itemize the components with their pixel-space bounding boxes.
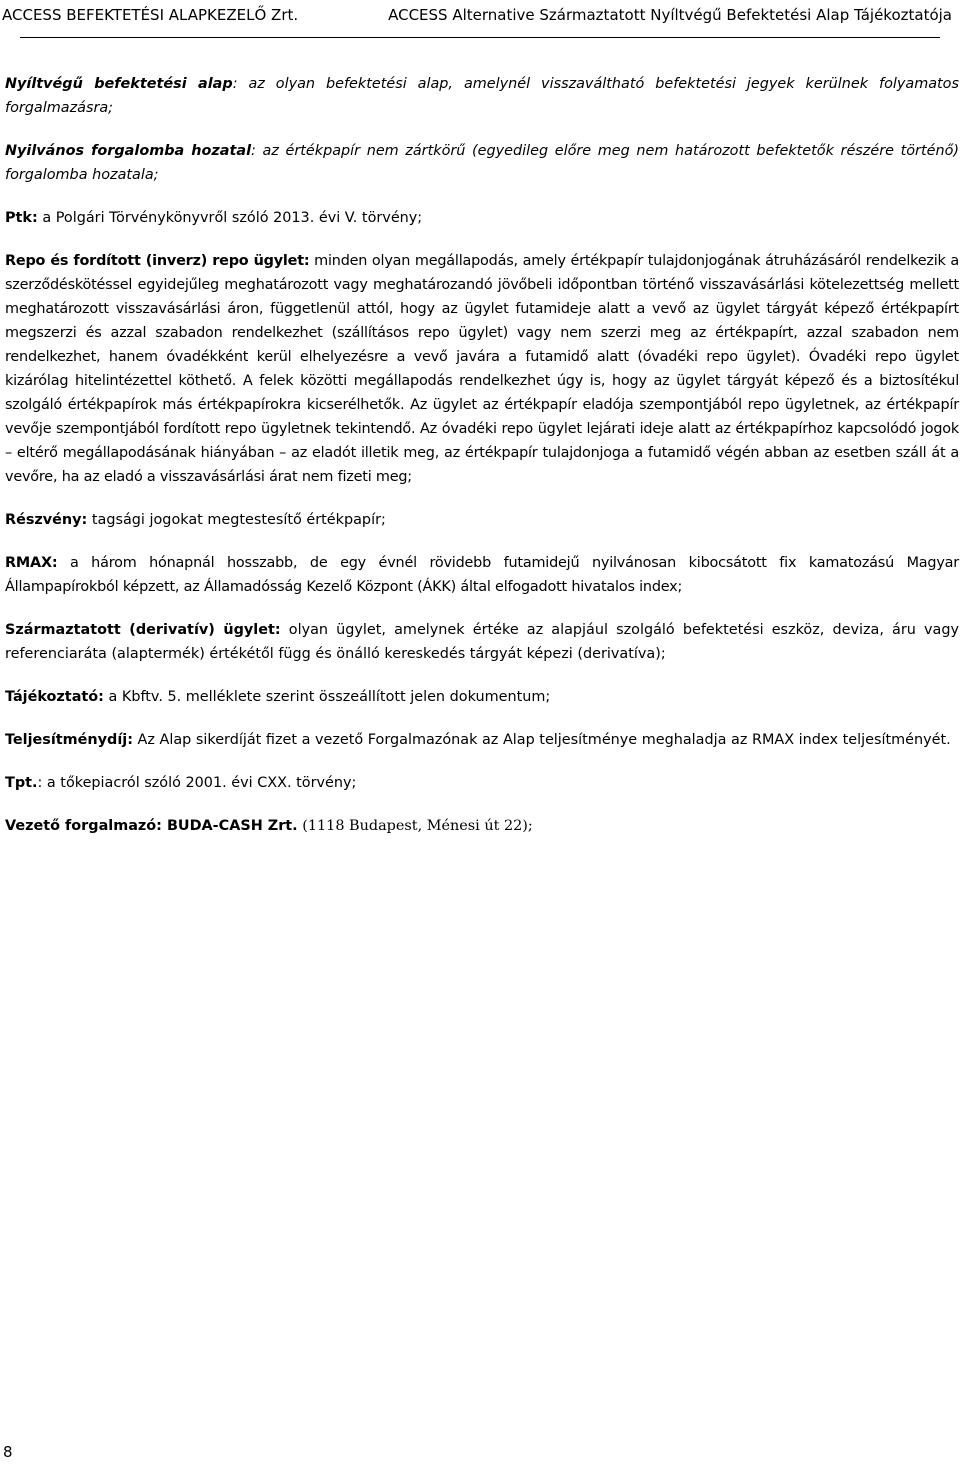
definition-text: olyan ügylet, amelynek értéke az alapjául szolgáló befektetési eszköz, deviza, áru vagy referenciaráta (alaptermék) értékétől függ és önálló kereskedés tárgyát képezi (derivatíva); bbox=[5, 622, 960, 662]
page-header bbox=[0, 0, 960, 40]
definition-text: a három hónapnál hosszabb, de egy évnél rövidebb futamidejű nyilvánosan kibocsátott fix kamatozású Magyar Állampapírokból képzett, az Államadósság Kezelő Központ (ÁKK) által elfogadott hivatalos index; bbox=[5, 555, 960, 595]
definition-text: a Kbftv. 5. melléklete szerint összeállított jelen dokumentum; bbox=[108, 689, 551, 705]
definition-term: Származtatott (derivatív) ügylet: bbox=[5, 622, 281, 638]
definition-term: Teljesítménydíj: bbox=[5, 732, 133, 748]
definition-ptk bbox=[5, 206, 959, 230]
definition-term: Tájékoztató: bbox=[5, 689, 104, 705]
definition-vezeto-forgalmazo bbox=[5, 814, 959, 838]
definition-teljesitmenydij bbox=[5, 728, 959, 752]
definition-term: Ptk: bbox=[5, 210, 38, 226]
header-company: ACCESS BEFEKTETÉSI ALAPKEZELŐ Zrt. bbox=[2, 6, 299, 24]
definition-tpt: Tpt.: a tőkepiacról szóló 2001. évi CXX. törvény; bbox=[5, 775, 357, 791]
definition-nyiltvegu-alap: Nyíltvégű befektetési alap: az olyan befektetési alap, amelynél visszaváltható befektetési jegyek kerülnek folyamatos forgalmazásra; bbox=[5, 76, 959, 116]
definition-term: Nyilvános forgalomba hozatal bbox=[5, 143, 252, 159]
definition-rmax bbox=[5, 551, 959, 599]
definition-text: a tőkepiacról szóló 2001. évi CXX. törvény; bbox=[46, 775, 357, 791]
definition-nyilvanos-forgalomba-hozatal: Nyilvános forgalomba hozatal: az értékpapír nem zártkörű (egyedileg előre meg nem határozott befektetők részére történő) forgalomba hozatala; bbox=[5, 143, 959, 183]
definition-text: az olyan befektetési alap, amelynél visszaváltható befektetési jegyek kerülnek folyamatos forgalmazásra; bbox=[5, 76, 959, 116]
definition-text: az értékpapír nem zártkörű (egyedileg előre meg nem határozott befektetők részére történő) forgalomba hozatala; bbox=[5, 143, 959, 183]
definition-term: Tpt. bbox=[5, 775, 38, 791]
definition-reszveny bbox=[5, 508, 959, 532]
page-number: 8 bbox=[3, 1443, 13, 1461]
definitions-list bbox=[5, 72, 959, 857]
definition-term: Vezető forgalmazó: BUDA-CASH Zrt. bbox=[5, 818, 298, 834]
definition-term: Részvény: bbox=[5, 512, 88, 528]
definition-text: tagsági jogokat megtestesítő értékpapír; bbox=[91, 512, 386, 528]
header-rule bbox=[20, 37, 940, 38]
definition-text: a Polgári Törvénykönyvről szóló 2013. évi V. törvény; bbox=[42, 210, 423, 226]
definition-szarmaztatott-ugylet bbox=[5, 618, 959, 666]
definition-text: minden olyan megállapodás, amely értékpapír tulajdonjogának átruházásáról rendelkezik a szerződéskötéssel egyidejűleg meghatározott vagy meghatározandó jövőbeli időpontban történő visszavásárlási kötelezettség mellett meghatározott visszavásárlási áron, függetlenül attól, hogy az ügylet futamideje alatt a vevő az ügylet tárgyát képező értékpapírt megszerzi és azzal szabadon rendelkezhet (szállításos repo ügylet) vagy nem szerzi meg az értékpapírt, azzal szabadon nem rendelkezhet, hanem óvadékként kerül elhelyezésre a vevő javára a futamidő alatt (óvadéki repo ügylet). Óvadéki repo ügylet kizárólag hitelintézettel köthető. A felek közötti megállapodás rendelkezhet úgy is, hogy az ügylet tárgyát képező és a biztosítékul szolgáló értékpapírok más értékpapírokra kicserélhetők. Az ügylet az értékpapír eladója szempontjából repo ügyletnek, az értékpapír vevője szempontjából fordított repo ügyletnek tekintendő. Az óvadéki repo ügylet lejárati ideje alatt az értékpapírhoz kapcsolódó jogok – eltérő megállapodásának hiányában – az eladót illetik meg, az értékpapír tulajdonjoga a futamidő végén abban az esetben száll át a vevőre, ha az eladó a visszavásárlási árat nem fizeti meg; bbox=[5, 253, 959, 485]
definition-term: Repo és fordított (inverz) repo ügylet: bbox=[5, 253, 310, 269]
definition-text: Az Alap sikerdíját fizet a vezető Forgalmazónak az Alap teljesítménye meghaladja az RMAX index teljesítményét. bbox=[137, 732, 951, 748]
definition-term: RMAX: bbox=[5, 555, 58, 571]
header-document-title: ACCESS Alternative Származtatott Nyíltvégű Befektetési Alap Tájékoztatója bbox=[388, 6, 952, 24]
definition-text: (1118 Budapest, Ménesi út 22); bbox=[302, 818, 533, 834]
definition-tajekoztato bbox=[5, 685, 959, 709]
definition-term: Nyíltvégű befektetési alap bbox=[5, 76, 233, 92]
definition-repo bbox=[5, 249, 959, 489]
